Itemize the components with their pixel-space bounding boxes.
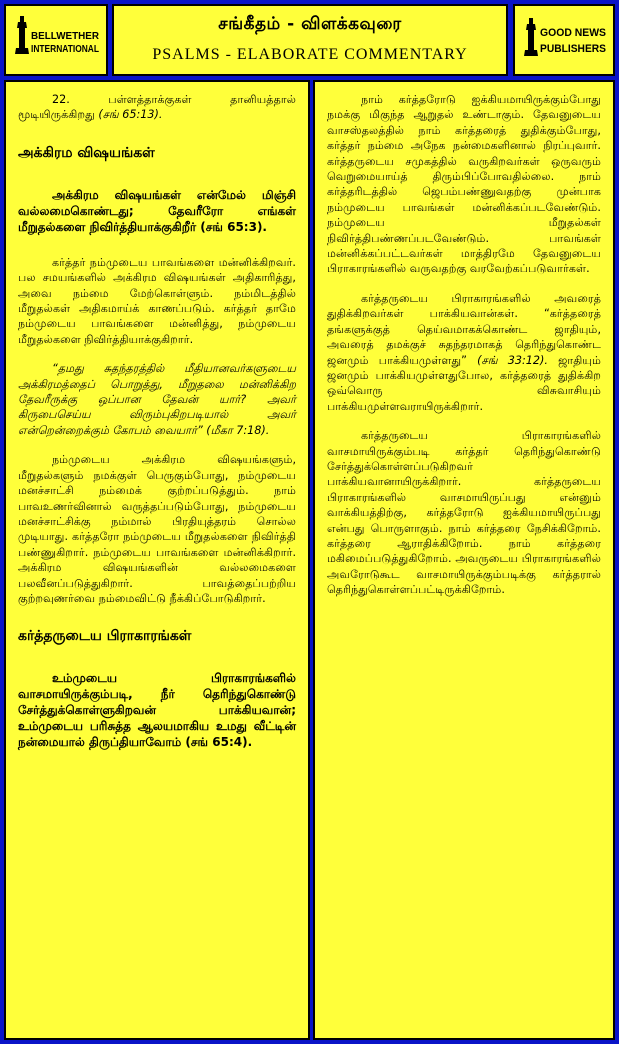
paragraph-blessed-praise-b: ஜாதியும் ஜனமும் பாக்கியமுள்ளதுபோல, கர்த்தரைத் துதிக்கிற ஒவ்வொரு விசுவாசியும் பாக்கியமுள்ளவராயிருக்கிறார். (327, 353, 601, 413)
logo-right-line1: GOOD NEWS (540, 27, 606, 39)
heading-iniquities: அக்கிரம விஷயங்கள் (18, 144, 155, 161)
title-tamil: சங்கீதம் - விளக்கவுரை (218, 14, 402, 34)
good-news-logo (523, 14, 611, 70)
verse-quote-65-4: உம்முடைய பிராகாரங்களில் வாசமாயிருக்கும்படி, நீர் தெரிந்துகொண்டு சேர்த்துக்கொள்ளுகிறவன் பாக்கியவான்; உம்முடைய பரிசுத்த ஆலயமாகிய உமது வீட்டின் நன்மையால் திருப்தியாவோம் (சங் 65:4). (18, 671, 296, 750)
bellwether-logo (14, 14, 102, 70)
verse-quote-65-3: அக்கிரம விஷயங்கள் என்மேல் மிஞ்சி வல்லமைகொண்டது; தேவரீரோ எங்கள் மீறுதல்களை நிவிர்த்தியாக்குகிறீர் (சங் 65:3). (18, 187, 296, 234)
good-news-logo-panel (513, 4, 615, 76)
paragraph-forgiveness: கர்த்தர் நம்முடைய பாவங்களை மன்னிக்கிறவர். பல சமயங்களில் அக்கிரம விஷயங்கள் அதிகாரித்து, அவை நம்மை மேற்கொள்ளும். நம்மிடத்தில் மீறுதல்கள் அதிகமாய்க் காணப்படும். கர்த்தர் தாமே நம்முடைய பாவங்களை மன்னித்து, நம்முடைய மீறுதல்களை நிவிர்த்தியாக்குகிறார். (18, 255, 296, 346)
logo-right-line2: PUBLISHERS (540, 43, 606, 55)
paragraph-conscience: நம்முடைய அக்கிரம விஷயங்களும், மீறுதல்களும் நமக்குள் பெருகும்போது, நம்முடைய மனச்சாட்சி நம்மைக் குற்றப்படுத்தும். நாம் பாவஉணர்வினால் வருத்தப்படும்போது, நம்முடைய மனச்சாட்சிக்கு நம்மால் பிரதியுத்தரம் சொல்ல முடியாது. கர்த்தரோ நம்முடைய மீறுதல்களை நிவிர்த்தி பண்ணுகிறார். நம்முடைய பாவங்களை மன்னிக்கிறார். அக்கிரம விஷயங்களின் வல்லமைகளை பலவீனப்படுத்துகிறார். பாவத்தைப்பற்றிய குற்றவுணர்வை நம்மைவிட்டு நீக்கிப்போடுகிறார். (18, 453, 296, 605)
paragraph-fellowship: நாம் கர்த்தரோடு ஐக்கியமாயிருக்கும்போது நமக்கு மிகுந்த ஆறுதல் உண்டாகும். தேவனுடைய வாசஸ்தலத்தில் நாம் கர்த்தரைத் துதிக்கும்போது, கர்த்தர் நம்மை அநேக நன்மைகளினால் நிரப்புவார். கர்த்தருடைய சமுகத்தில் வருகிறவர்கள் ஒருவரும் வெறுமையாய்த் திரும்பிப்போவதில்லை. நாம் கர்த்தரிடத்தில் ஜெபம்பண்ணுவதற்கு முன்பாக நம்முடைய பாவங்கள் மன்னிக்கப்படவேண்டும். நம்முடைய மீறுதல்கள் நிவிர்த்திபண்ணப்படவேண்டும். பாவங்கள் மன்னிக்கப்பட்டவர்கள் மாத்திரமே தேவனுடைய பிராகாரங்களில் வருவதற்கு வரவேற்கப்படுவார்கள். (327, 93, 601, 276)
header-title-panel (112, 4, 508, 76)
logo-left-line2: INTERNATIONAL (31, 44, 99, 55)
title-english: PSALMS - ELABORATE COMMENTARY (152, 46, 468, 63)
psalm-33-12-ref: (சங் 33:12). (477, 353, 548, 367)
paragraph-blessed-praise (327, 291, 601, 414)
bellwether-logo-panel (4, 4, 108, 76)
left-column (4, 80, 310, 1040)
item-22-text: 22. பள்ளத்தாக்குகள் தானியத்தால் மூடியிருக்கிறது (18, 93, 296, 122)
right-column (313, 80, 615, 1040)
item-22-ref: (சங் 65:13). (98, 108, 163, 122)
item-22 (18, 92, 296, 123)
paragraph-dwelling: கர்த்தருடைய பிராகாரங்களில் வாசமாயிருக்கும்படி கர்த்தர் தெரிந்துகொண்டு சேர்த்துக்கொள்ளப்படுகிறவர் பாக்கியவானாயிருக்கிறார். கர்த்தருடைய பிராகாரங்களில் வாசமாயிருப்பது என்னும் வாக்கியத்திற்கு, கர்த்தரோடு ஐக்கியமாயிருப்பது என்பது பொருளாகும். நாம் கர்த்தரை நேசிக்கிறோம். கர்த்தரை ஆராதிக்கிறோம். நாம் கர்த்தரை மகிமைப்படுத்துகிறோம். அவருடைய பிராகாரங்களில் அவரோடுகூட வாசமாயிருக்கும்படிக்கு கர்த்தரால் தெரிந்துகொள்ளப்பட்டிருக்கிறோம். (327, 429, 601, 597)
paragraph-micah-quote: “தமது சுதந்தரத்தில் மீதியானவர்களுடைய அக்கிரமத்தைப் பொறுத்து, மீறுதலை மன்னிக்கிற தேவரீருக்கு ஒப்பான தேவன் யார்? அவர் கிருபைசெய்ய விரும்புகிறபடியால் அவர் என்றென்றைக்கும் கோபம் வையார்” (மீகா 7:18). (18, 362, 296, 437)
logo-left-line1: BELLWETHER (31, 31, 100, 42)
paragraph-blessed-praise-a: கர்த்தருடைய பிராகாரங்களில் அவரைத் துதிக்கிறவர்கள் பாக்கியவான்கள். “கர்த்தரைத் தங்களுக்குத் தெய்வமாகக்கொண்ட ஜாதியும், அவரைத் தமக்குச் சுதந்தரமாகத் தெரிந்துகொண்ட ஜனமும் பாக்கியமுள்ளது” (327, 291, 601, 367)
heading-courts: கர்த்தருடைய பிராகாரங்கள் (18, 628, 192, 645)
